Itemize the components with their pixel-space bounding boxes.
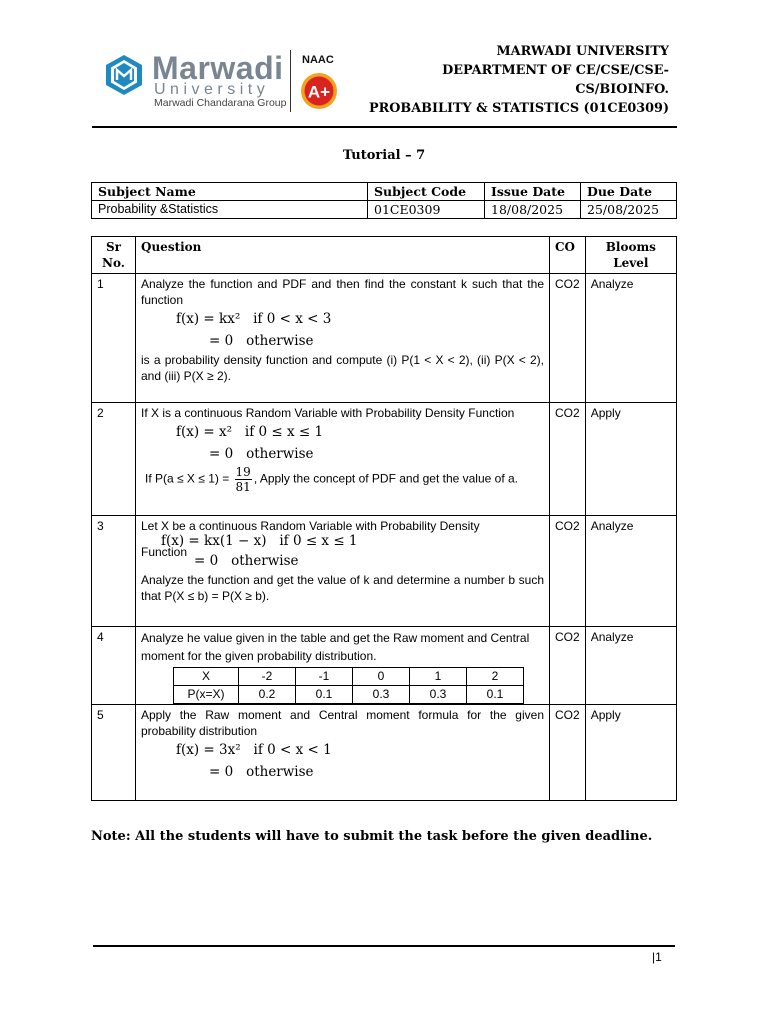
logo-group: Marwadi Chandarana Group: [154, 97, 287, 109]
naac-grade-badge-icon: [300, 72, 338, 110]
distribution-p-row: [174, 686, 524, 704]
questions-header-row: [92, 237, 677, 274]
sr-no: 3: [92, 516, 136, 627]
co-value: CO2: [550, 403, 586, 516]
question-text: [136, 274, 550, 403]
equation-line-1: f(x) = kx(1 − x) if 0 ≤ x ≤ 1: [161, 533, 358, 549]
dist-p-value: 0.1: [296, 686, 353, 704]
question-row: [92, 516, 677, 627]
sr-no: 4: [92, 627, 136, 705]
equation-line-2: = 0 otherwise: [209, 764, 314, 780]
subject-info-table: [91, 182, 677, 219]
blooms-level-value: Analyze: [585, 627, 676, 705]
co-value: CO2: [550, 516, 586, 627]
header-line-3: CS/BIOINFO.: [575, 82, 669, 97]
question-header: Question: [136, 237, 550, 274]
question-intro: Analyze he value given in the table and get the Raw moment and Central moment for the given probability distribution.: [141, 631, 530, 663]
info-header-row: [92, 183, 677, 201]
sr-no: 1: [92, 274, 136, 403]
university-emblem-icon: [104, 54, 144, 96]
dist-p-value: 0.2: [239, 686, 296, 704]
dist-x-value: 0: [353, 668, 410, 686]
logo-subtitle: University: [154, 81, 270, 98]
co-value: CO2: [550, 627, 586, 705]
dist-p-value: 0.3: [410, 686, 467, 704]
blooms-level-value: Analyze: [585, 274, 676, 403]
logo-name: Marwadi: [152, 50, 284, 86]
co-value: CO2: [550, 274, 586, 403]
naac-label: NAAC: [302, 54, 334, 66]
question-text: [136, 516, 550, 627]
equation-line-1: f(x) = 3x² if 0 < x < 1: [176, 742, 332, 758]
equation-line-2: = 0 otherwise: [194, 553, 299, 569]
subject-name-header: Subject Name: [92, 183, 368, 201]
due-date-header: Due Date: [581, 183, 677, 201]
equation-line-2: = 0 otherwise: [209, 333, 314, 349]
header-line-1: MARWADI UNIVERSITY: [496, 44, 669, 59]
naac-grade: A+: [307, 82, 331, 102]
submission-note: Note: All the students will have to submit the task before the given deadline.: [91, 829, 653, 844]
questions-table: [91, 236, 677, 801]
university-header: [369, 42, 669, 118]
dist-p-label: P(x=X): [174, 686, 239, 704]
function-label: Function: [141, 545, 188, 559]
question-text: [136, 705, 550, 801]
equation-block: [141, 534, 544, 572]
distribution-x-row: [174, 668, 524, 686]
dist-x-value: -2: [239, 668, 296, 686]
fraction-numerator: 19: [235, 465, 251, 479]
blooms-level-value: Apply: [585, 705, 676, 801]
blooms-level-value: Analyze: [585, 516, 676, 627]
issue-date-header: Issue Date: [485, 183, 581, 201]
page-number: |1: [652, 950, 662, 964]
distribution-table: [173, 667, 524, 704]
question-row: [92, 627, 677, 705]
tutorial-title: Tutorial – 7: [342, 148, 426, 163]
question-row: [92, 705, 677, 801]
due-date-value: 25/08/2025: [581, 201, 677, 219]
question-outro: Analyze the function and get the value of k and determine a number b such that P(X ≤ b) = P(X ≥ b).: [141, 573, 544, 603]
question-text: [136, 403, 550, 516]
equation-line-1: f(x) = x² if 0 ≤ x ≤ 1: [176, 424, 324, 440]
logo-divider: [290, 50, 291, 112]
dist-x-value: 2: [467, 668, 524, 686]
question-intro: If X is a continuous Random Variable with Probability Density Function: [141, 406, 515, 420]
co-value: CO2: [550, 705, 586, 801]
outro-suffix: , Apply the concept of PDF and get the value of a.: [253, 471, 518, 486]
question-row: [92, 274, 677, 403]
subject-code-header: Subject Code: [368, 183, 485, 201]
outro-prefix: If P(a ≤ X ≤ 1) =: [145, 471, 233, 486]
subject-name-value: Probability &Statistics: [92, 201, 368, 219]
question-outro: [145, 465, 544, 494]
dist-x-label: X: [174, 668, 239, 686]
sr-no-header: Sr No.: [92, 237, 136, 274]
question-intro: Apply the Raw moment and Central moment formula for the given probability distribution: [141, 708, 544, 738]
info-value-row: [92, 201, 677, 219]
university-logo: [104, 50, 344, 114]
blooms-level-value: Apply: [585, 403, 676, 516]
co-header: CO: [550, 237, 586, 274]
fraction-denominator: 81: [235, 480, 251, 494]
question-row: [92, 403, 677, 516]
sr-no: 5: [92, 705, 136, 801]
sr-no: 2: [92, 403, 136, 516]
header-rule: [92, 126, 677, 128]
issue-date-value: 18/08/2025: [485, 201, 581, 219]
dist-p-value: 0.1: [467, 686, 524, 704]
header-line-2: DEPARTMENT OF CE/CSE/CSE-: [442, 63, 669, 78]
question-text: [136, 627, 550, 705]
equation-line-1: f(x) = kx² if 0 < x < 3: [176, 311, 332, 327]
header-line-4: PROBABILITY & STATISTICS (01CE0309): [369, 101, 669, 116]
footer-rule: [93, 945, 675, 947]
question-outro: is a probability density function and compute (i) P(1 < X < 2), (ii) P(X < 2), and (iii) P(X ≥ 2).: [141, 353, 544, 383]
question-intro: Let X be a continuous Random Variable with Probability Density: [141, 519, 480, 533]
subject-code-value: 01CE0309: [368, 201, 485, 219]
equation-line-2: = 0 otherwise: [209, 446, 314, 462]
blooms-level-header: Blooms Level: [585, 237, 676, 274]
dist-x-value: 1: [410, 668, 467, 686]
dist-x-value: -1: [296, 668, 353, 686]
dist-p-value: 0.3: [353, 686, 410, 704]
probability-fraction: [235, 465, 252, 494]
question-intro: Analyze the function and PDF and then find the constant k such that the function: [141, 277, 544, 307]
